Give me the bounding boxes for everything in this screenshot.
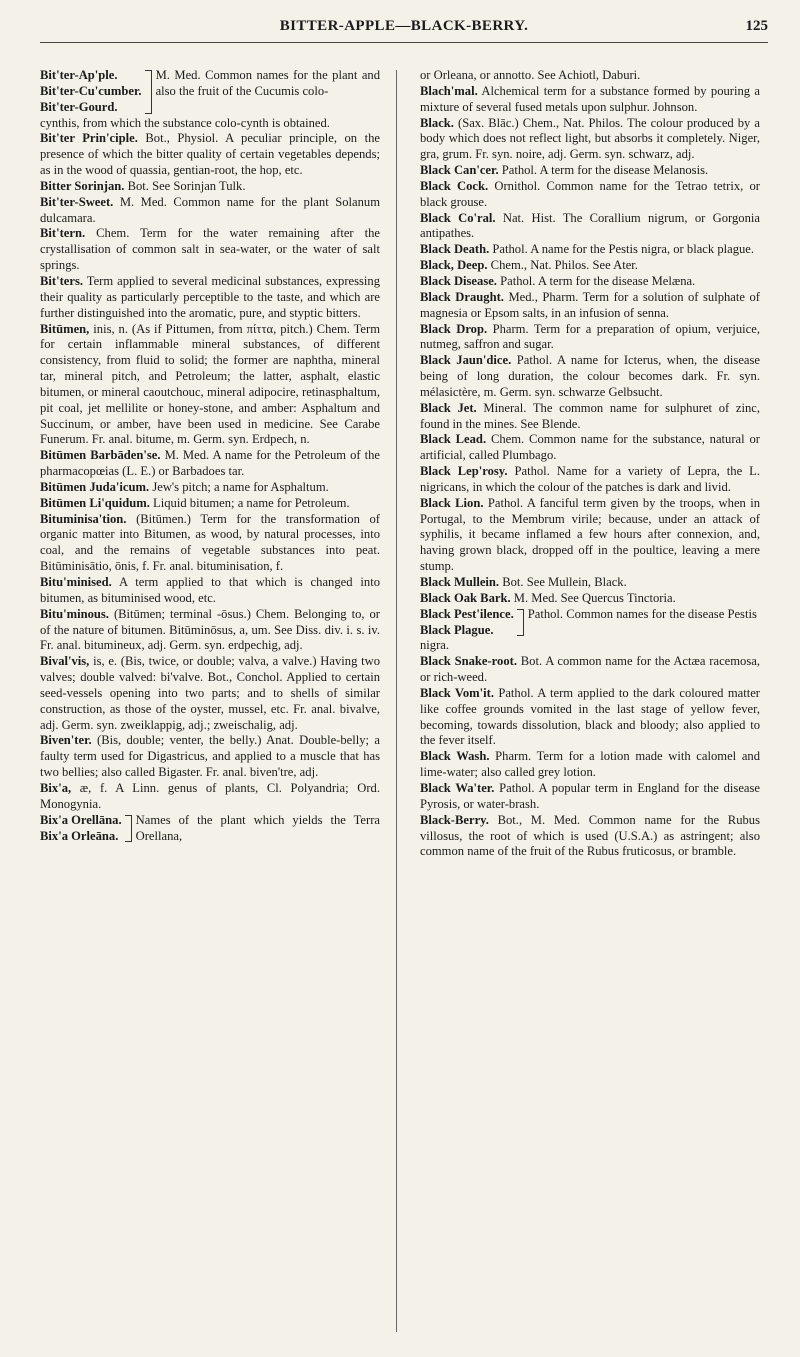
headword: Bit'tern. [40,226,86,241]
group-headwords [420,607,517,639]
definition: Bot. A common name for the Actæa racemosa, or rich-weed. [420,654,760,685]
dictionary-entry [420,464,760,496]
headword: Bitūmen Barbāden'se. [40,448,161,463]
dictionary-entry [420,591,760,607]
dictionary-entry [420,401,760,433]
group-headwords [40,813,125,845]
dictionary-entry [420,781,760,813]
headword: Black-Berry. [420,812,489,827]
definition: Bot. See Mullein, Black. [502,575,627,589]
headword: Black Jet. [420,400,477,415]
definition: Bot., Physiol. A peculiar principle, on the presence of which the bitter quality of certain vegetables depends; as in the wood of quassia, gentian-root, the hop, etc. [40,131,380,178]
group-definition-continued: nigra. [420,638,450,653]
headword: Biven'ter. [40,733,92,748]
headword: Black Death. [420,242,490,257]
dictionary-entry [420,242,760,258]
dictionary-entry [420,322,760,354]
entry-group-bitter-apple [40,68,380,116]
definition: Pharm. Term for a lotion made with calomel and lime-water; also called grey lotion. [420,749,761,780]
definition: Ornithol. Common name for the Tetrao tetrix, or black grouse. [420,178,760,209]
headword: Black Oak Bark. [420,590,511,605]
dictionary-entry [420,749,760,781]
headword: Bix'a Orleāna. [40,828,119,843]
dictionary-entry [420,575,760,591]
right-column [420,68,760,860]
brace [125,815,132,843]
definition: Chem. Common name for the substance, natural or artificial, called Plumbago. [420,432,760,463]
group-definition-continued: cynthis, from which the substance colo-cynth is obtained. [40,115,330,130]
definition: (Bitūmen.) Term for the transformation of organic matter into Bitumen, as wood, by natural processes, into coal, and the remains of vegetable substances into peat. Bitūminisātio, ōnis, f. Fr. anal. bituminisation, f. [40,511,380,574]
definition: Pathol. Name for a variety of Lepra, the L. nigricans, in which the colour of the patches is dark and livid. [420,464,760,494]
definition: Pathol. A fanciful term given by the troops, when in Portugal, to the Membrum virile; because, under an attack of syphilis, it became inflamed a few hours after connexion, and, having grown black, dropped off in the poultice, leaving a mere stump. [420,495,760,574]
right-entries-b [420,654,760,860]
group-definition: M. Med. Common names for the plant and also the fruit of the Cucumis colo- [155,68,380,98]
dictionary-entry [420,211,760,243]
dictionary-entry [40,131,380,179]
headword: Bival'vis, [40,654,90,669]
dictionary-entry [420,258,760,274]
left-column [40,68,380,844]
dictionary-entry [420,290,760,322]
dictionary-entry [420,654,760,686]
page-number: 125 [745,18,768,34]
definition: Bot., M. Med. Common name for the Rubus villosus, the root of which is used (U.S.A.) as astringent; also common name of the fruit of the Rubus fruticosus, or bramble. [420,812,760,859]
definition: Mineral. The common name for sulphuret of zinc, found in the mines. See Blende. [420,400,761,431]
dictionary-entry [40,179,380,195]
definition: æ, f. A Linn. genus of plants, Cl. Polyandria; Ord. Monogynia. [40,780,380,811]
dictionary-entry [420,116,760,164]
dictionary-entry [40,496,380,512]
definition: Jew's pitch; a name for Asphaltum. [152,479,329,494]
dictionary-entry [40,226,380,274]
headword: Bix'a, [40,780,72,795]
headword: Black Lep'rosy. [420,464,508,479]
brace [145,70,152,114]
definition: (Sax. Blāc.) Chem., Nat. Philos. The colour produced by a body which does not reflect light, but absorbs it completely. Niger, gra, grum. Fr. syn. noire, adj. Germ. syn. schwarz, adj. [420,115,760,162]
headword: Bit'ters. [40,273,84,288]
group-definition-continued: or Orleana, or annotto. See Achiotl, Daburi. [420,68,641,82]
definition: Pathol. A popular term in England for the disease Pyrosis, or water-brash. [420,780,760,811]
definition: A term applied to that which is changed into bitumen, as bituminised wood, etc. [40,575,380,605]
definition: Pathol. A term for the disease Melæna. [500,273,696,288]
headword: Black, Deep. [420,258,488,273]
headword: Black Drop. [420,321,488,336]
headword: Black Can'cer. [420,163,499,178]
dictionary-entry [40,654,380,733]
headword: Black Wash. [420,749,490,764]
headword: Black Lead. [420,432,487,447]
headword: Bit'ter-Gourd. [40,99,118,114]
headword: Bit'ter Prin'ciple. [40,131,138,146]
dictionary-entry [420,274,760,290]
dictionary-entry [420,84,760,116]
group-definition: Names of the plant which yields the Terra Orellana, [135,812,380,843]
definition: Pathol. A term for the disease Melanosis. [501,163,709,178]
definition: Nat. Hist. The Corallium nigrum, or Gorgonia antipathes. [420,210,760,241]
dictionary-entry [40,607,380,655]
headword: Bitūmen Juda'icum. [40,479,150,494]
headword: Black Mullein. [420,575,500,589]
definition: is, e. (Bis, twice, or double; valva, a valve.) Having two valves; double valved: bi'valve. Bot., Conchol. Applied to certain seed-vessels opening into two parts; and to shells of similar construction, as those of the oyster, mussel, etc. Fr. anal. bivalve, adj. Germ. syn. zweiklappig, adj.; zweischalig, adj. [40,654,380,732]
header-title: BITTER-APPLE—BLACK-BERRY. [279,18,529,34]
right-entries-a [420,84,760,607]
dictionary-entry [420,496,760,575]
definition: Bot. See Sorinjan Tulk. [127,178,246,193]
dictionary-entry [40,781,380,813]
dictionary-entry [420,813,760,861]
entry-group-pestilence [420,607,760,639]
headword: Black. [420,115,454,130]
entry-group-bixa [40,813,380,845]
definition: (Bis, double; venter, the belly.) Anat. Double-belly; a faulty term used for Digastricus, and applied to a muscle that has two bellies; also called Bigaster. Fr. anal. biven'tre, adj. [40,733,380,780]
running-header [40,16,768,43]
headword: Bitūmen, [40,321,90,336]
definition: Med., Pharm. Term for a solution of sulphate of magnesia or Epsom salts, in an infusion of senna. [420,289,760,320]
definition: M. Med. See Quercus Tinctoria. [513,590,676,605]
definition: Alchemical term for a substance formed by pouring a mixture of several fused metals upon sulphur. Johnson. [420,83,760,114]
group-definition: Pathol. Common names for the disease Pestis [527,606,757,621]
definition: Pathol. A name for the Pestis nigra, or black plague. [492,242,755,257]
headword: Black Lion. [420,495,484,510]
definition: Pharm. Term for a preparation of opium, verjuice, nutmeg, saffron and sugar. [420,321,760,352]
headword: Black Disease. [420,273,497,288]
headword: Black Plague. [420,622,494,637]
headword: Bit'ter-Sweet. [40,194,114,209]
headword: Black Vom'it. [420,685,494,700]
definition: M. Med. Common name for the plant Solanum dulcamara. [40,194,380,225]
dictionary-entry [40,512,380,575]
headword: Blach'mal. [420,83,478,98]
definition: Pathol. A name for Icterus, when, the disease being of long duration, the colour becomes dark. Fr. syn. mélasictère, m. Germ. syn. schwarze Gelbsucht. [420,353,760,399]
headword: Black Draught. [420,289,504,304]
headword: Bit'ter-Ap'ple. [40,68,118,82]
headword: Black Jaun'dice. [420,353,512,368]
dictionary-entry [420,179,760,211]
headword: Bitu'minised. [40,575,112,589]
dictionary-entry [40,274,380,322]
headword: Black Cock. [420,178,489,193]
headword: Black Co'ral. [420,210,496,225]
definition: (Bitūmen; terminal -ōsus.) Chem. Belonging to, or of the nature of bitumen. Bitūminōsus, a, um. See Diss. div. i. s. iv. Fr. anal. bitumineux, adj. Germ. syn. erdpechig, adj. [40,606,380,653]
headword: Black Pest'ilence. [420,606,514,621]
dictionary-entry [40,448,380,480]
dictionary-entry [40,575,380,607]
headword: Bitūmen Li'quidum. [40,495,150,510]
definition: M. Med. A name for the Petroleum of the pharmacopœias (L. E.) or Barbadoes tar. [40,448,380,479]
dictionary-entry [420,353,760,401]
dictionary-entry [40,480,380,496]
dictionary-entry [40,195,380,227]
dictionary-entry [420,432,760,464]
headword: Bit'ter-Cu'cumber. [40,83,142,98]
left-entries [40,131,380,812]
brace [517,609,524,637]
definition: Liquid bitumen; a name for Petroleum. [153,495,350,510]
definition: Term applied to several medicinal substances, expressing their quality as particularly perceptible to the taste, and which are further distinguished into the aromatic, pure, and styptic bitters. [40,273,381,320]
column-divider [396,70,397,1332]
headword: Bitter Sorinjan. [40,178,125,193]
dictionary-entry [40,733,380,781]
definition: Pathol. A term applied to the dark coloured matter like coffee grounds vomited in the last stage of yellow fever, becoming, towards dissolution, black and bloody; also applied to the fever itself. [420,685,760,748]
definition: Chem., Nat. Philos. See Ater. [490,258,638,273]
headword: Bituminisa'tion. [40,511,127,526]
headword: Black Snake-root. [420,654,517,669]
dictionary-entry [40,322,380,449]
group-headwords [40,68,145,116]
headword: Bix'a Orellāna. [40,812,122,827]
dictionary-entry [420,686,760,749]
headword: Black Wa'ter. [420,780,495,795]
definition: Chem. Term for the water remaining after the crystallisation of common salt in sea-water, or the water of salt springs. [40,226,380,273]
dictionary-entry [420,163,760,179]
headword: Bitu'minous. [40,606,109,621]
definition: inis, n. (As if Pittumen, from πίττα, pitch.) Chem. Term for certain inflammable mineral substances, of different consistency, from fluid to solid; the former are naphtha, mineral tar, mineral pitch, and Petroleum; the latter, asphalt, elastic bitumen, or mineral caoutchouc, mineral adipocire, retinasphaltum, pit coal, jet mellilite or honey-stone, and amber: Asphaltum and Succinum, or amber, have been used in medicine. See Carabe Funerum. Fr. anal. bitume, m. Germ. syn. Erdpech, n. [40,321,380,447]
